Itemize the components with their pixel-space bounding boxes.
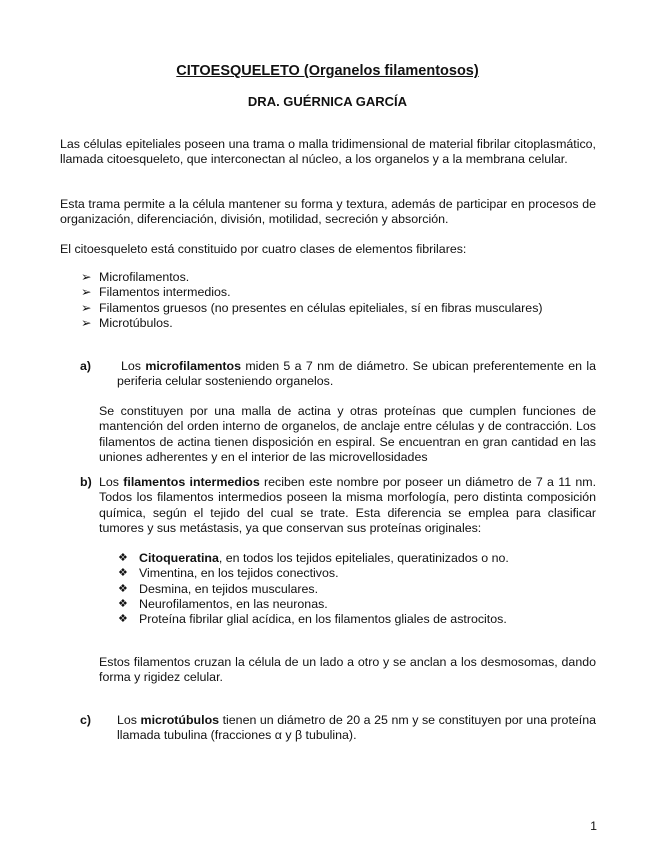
list-item: ❖ Neurofilamentos, en las neuronas. [118, 596, 328, 611]
diamond-bullet-icon: ❖ [118, 552, 128, 564]
section-b-paragraph-2: Estos filamentos cruzan la célula de un lado a otro y se anclan a los desmosomas, dando forma y rigidez celular. [99, 655, 596, 685]
arrow-bullet-icon: ➢ [81, 285, 92, 300]
list-item: ❖ Citoqueratina, en todos los tejidos epiteliales, queratinizados o no. [118, 551, 509, 565]
list-item: ❖ Proteína fibrilar glial acídica, en los filamentos gliales de astrocitos. [118, 612, 507, 627]
section-a-label: a) [80, 359, 92, 373]
list-item: ➢ Filamentos gruesos (no presentes en células epiteliales, sí en fibras musculares) [81, 300, 543, 315]
diamond-bullet-icon: ❖ [118, 613, 128, 626]
intro-paragraph-3: El citoesqueleto está constituido por cuatro clases de elementos fibrilares: [60, 242, 467, 256]
section-a-paragraph-1: Los microfilamentos miden 5 a 7 nm de diámetro. Se ubican preferentemente en la periferia celular sosteniendo organelos. [117, 359, 596, 389]
fiber-classes-list [81, 270, 601, 331]
diamond-bullet-icon: ❖ [118, 567, 128, 580]
section-b-paragraph-1: Los filamentos intermedios reciben este nombre por poseer un diámetro de 7 a 11 nm. Todos los filamentos intermedios poseen la misma morfología, pero distinta composición química, según el tejido del cual se trate. Esta diferencia se emplea para clasificar tumores y sus metástasis, ya que conservan sus proteínas originales: [99, 475, 597, 535]
list-item: ➢ Microfilamentos. [81, 270, 190, 284]
page-title: CITOESQUELETO (Organelos filamentosos) [176, 63, 479, 79]
arrow-bullet-icon: ➢ [81, 300, 92, 315]
diamond-bullet-icon: ❖ [118, 582, 128, 595]
section-a-paragraph-2: Se constituyen por una malla de actina y otras proteínas que cumplen funciones de mantención del orden interno de organelos, de anclaje entre células y de contracción. Los filamentos de actina tienen disposición en espiral. Se encuentran en gran cantidad en las uniones adherentes y en el interior de las microvellosidades [99, 404, 596, 464]
arrow-bullet-icon: ➢ [81, 270, 92, 284]
list-item: ❖ Desmina, en tejidos musculares. [118, 581, 319, 596]
arrow-bullet-icon: ➢ [81, 315, 92, 330]
author-name: DRA. GUÉRNICA GARCÍA [247, 94, 408, 109]
diamond-bullet-icon: ❖ [118, 597, 128, 610]
list-item: ➢ Filamentos intermedios. [81, 285, 231, 300]
page-number: 1 [590, 819, 597, 833]
section-b-label: b) [80, 475, 92, 489]
section-c-label: c) [80, 713, 92, 727]
list-item: ❖ Vimentina, en los tejidos conectivos. [118, 566, 339, 581]
section-c-paragraph-1: Los microtúbulos tienen un diámetro de 20 a 25 nm y se constituyen por una proteína llamada tubulina (fracciones α y β tubulina). [117, 713, 597, 743]
filament-types-list [118, 551, 598, 627]
list-item: ➢ Microtúbulos. [81, 315, 173, 330]
intro-paragraph-1: Las células epiteliales poseen una trama o malla tridimensional de material fibrilar citoplasmático, llamada citoesqueleto, que interconectan al núcleo, a los organelos y a la membrana celular. [60, 137, 596, 167]
intro-paragraph-2: Esta trama permite a la célula mantener su forma y textura, además de participar en procesos de organización, diferenciación, división, motilidad, secreción y absorción. [60, 197, 596, 227]
